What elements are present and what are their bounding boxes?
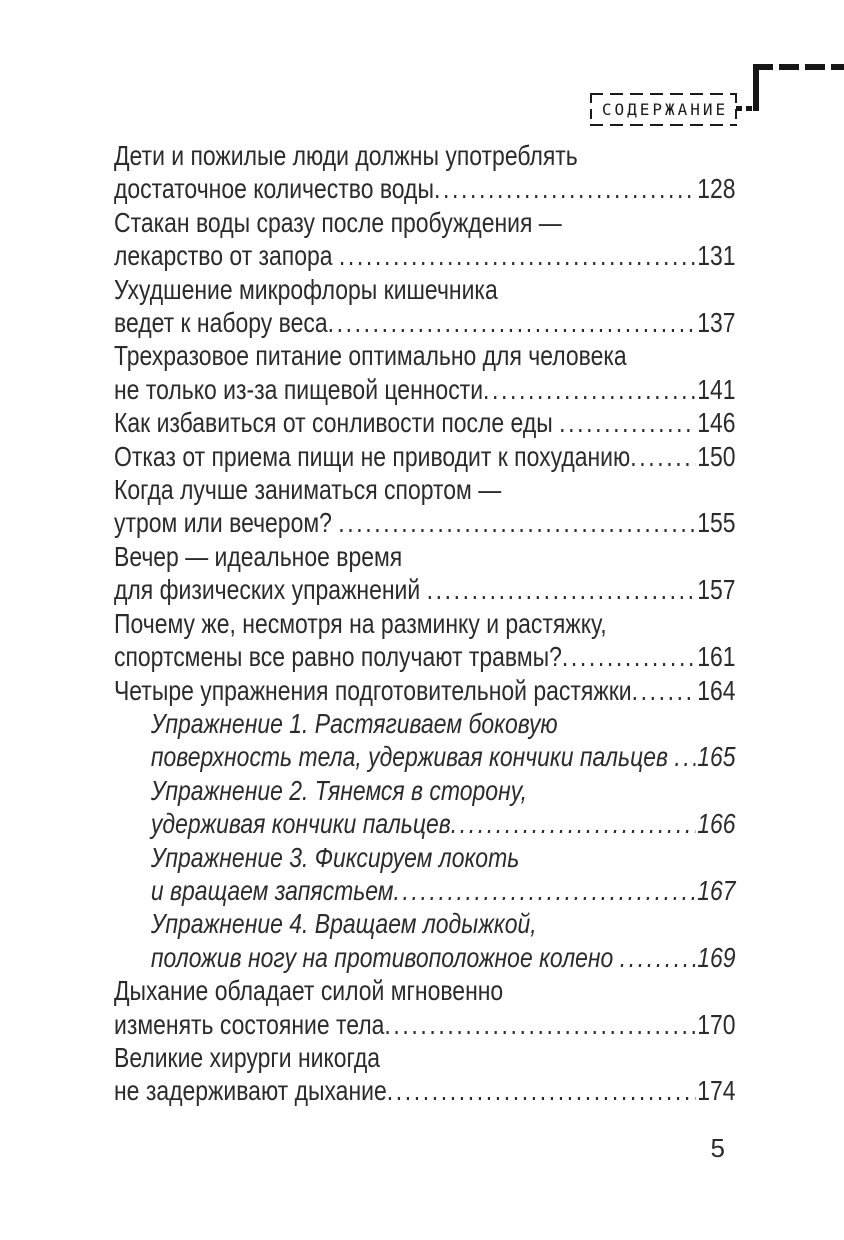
toc-entry-text: спортсмены все равно получают травмы?	[114, 641, 562, 673]
toc-entry	[114, 974, 736, 1041]
toc-entry	[114, 607, 736, 674]
toc-entry-text: Ухудшение микрофлоры кишечника	[114, 273, 498, 305]
toc-line-with-page	[114, 573, 736, 606]
toc-entry-text: Как избавиться от сонливости после еды	[114, 407, 560, 439]
toc-entry-page-number: 167	[697, 874, 736, 906]
toc-entry-page-number: 157	[697, 574, 736, 606]
toc-entry-text: не только из-за пищевой ценности	[114, 373, 484, 405]
toc-line-with-page	[114, 1008, 736, 1041]
toc-entry-text: изменять состояние тела	[114, 1008, 385, 1040]
corner-dashed-line-top	[753, 64, 844, 70]
toc-entry-page-number: 161	[697, 641, 736, 673]
toc-line	[114, 1041, 736, 1074]
leader-dots	[674, 740, 695, 773]
toc-line	[114, 607, 736, 640]
leader-dots	[434, 172, 696, 205]
toc-line	[114, 774, 736, 807]
toc-entry	[114, 841, 736, 908]
toc-entry-text: поверхность тела, удерживая кончики пальцев	[150, 741, 675, 773]
toc-entry	[114, 406, 736, 439]
toc-entry	[114, 774, 736, 841]
toc-entry-page-number: 146	[697, 407, 736, 439]
toc-line-with-page	[114, 740, 736, 773]
toc-entry-text: Отказ от приема пищи не приводит к похуданию	[114, 440, 631, 472]
leader-dots	[427, 573, 696, 606]
leader-dots	[620, 941, 696, 974]
toc-line	[114, 540, 736, 573]
toc-entry-text: положив ногу на противоположное колено	[150, 941, 620, 973]
toc-entry-text: Когда лучше заниматься спортом —	[114, 474, 502, 506]
toc-entry-page-number: 169	[697, 941, 736, 973]
leader-dots	[394, 874, 696, 907]
toc-entry-text: Дыхание обладает силой мгновенно	[114, 975, 504, 1007]
toc-entry-text: Упражнение 1. Растягиваем боковую	[150, 707, 558, 739]
toc-entry	[114, 1041, 736, 1108]
toc-entry-text: не задерживают дыхание	[114, 1075, 387, 1107]
corner-line-vertical	[753, 64, 759, 111]
toc-line-with-page	[114, 506, 736, 539]
toc-entry-text: Дети и пожилые люди должны употреблять	[114, 140, 578, 171]
toc-entry	[114, 907, 736, 974]
toc-line	[114, 707, 736, 740]
toc-line-with-page	[114, 640, 736, 673]
toc-entry-page-number: 131	[697, 240, 736, 272]
toc-entry	[114, 674, 736, 707]
leader-dots	[483, 373, 696, 406]
toc-entry	[114, 440, 736, 473]
toc-entry-text: Вечер — идеальное время	[114, 540, 403, 572]
leader-dots	[384, 1008, 695, 1041]
toc-entry	[114, 707, 736, 774]
toc-line	[114, 339, 736, 372]
toc-line-with-page	[114, 406, 736, 439]
toc-entry-page-number: 174	[697, 1075, 736, 1107]
leader-dots	[559, 406, 696, 439]
toc-line	[114, 907, 736, 940]
leader-dots	[387, 1074, 696, 1107]
page-number: 5	[710, 1133, 725, 1163]
toc-line-with-page	[114, 239, 736, 272]
toc-entry-text: ведет к набору веса	[114, 307, 328, 339]
toc-entry-text: утром или вечером?	[114, 507, 339, 539]
toc-entry-text: Упражнение 2. Тянемся в сторону,	[150, 774, 528, 806]
contents-title-box	[590, 93, 737, 126]
leader-dots	[328, 306, 696, 339]
toc-entry-page-number: 141	[697, 373, 736, 405]
toc-line	[114, 139, 736, 172]
toc-entry-text: для физических упражнений	[114, 574, 427, 606]
toc-line-with-page	[114, 440, 736, 473]
page-title: СОДЕРЖАНИЕ	[601, 100, 729, 119]
toc-entry-text: Стакан воды сразу после пробуждения —	[114, 206, 562, 238]
toc-entry-page-number: 164	[697, 674, 736, 706]
toc-entry	[114, 540, 736, 607]
toc-line	[114, 206, 736, 239]
leader-dots	[632, 674, 696, 707]
toc-line	[114, 473, 736, 506]
leader-dots	[339, 239, 696, 272]
toc-line	[114, 974, 736, 1007]
toc-entry-page-number: 155	[697, 507, 736, 539]
toc-entry-text: Упражнение 4. Вращаем лодыжкой,	[150, 908, 537, 940]
toc-entry-text: Четыре упражнения подготовительной растяжки	[114, 674, 632, 706]
toc-entry	[114, 473, 736, 540]
toc-entry-text: Упражнение 3. Фиксируем локоть	[150, 841, 520, 873]
title-box-connector-dashes	[736, 106, 753, 111]
leader-dots	[451, 807, 696, 840]
toc-line-with-page	[114, 172, 736, 205]
leader-dots	[562, 640, 696, 673]
toc-line-with-page	[114, 1074, 736, 1107]
toc-entry	[114, 139, 736, 206]
toc-line-with-page	[114, 306, 736, 339]
toc-entry	[114, 273, 736, 340]
toc-line-with-page	[114, 674, 736, 707]
toc-line-with-page	[114, 807, 736, 840]
toc-line	[114, 841, 736, 874]
toc-entry-text: Трехразовое питание оптимально для человека	[114, 340, 627, 372]
toc-entry	[114, 206, 736, 273]
toc-entry-text: Почему же, несмотря на разминку и растяжку,	[114, 607, 607, 639]
toc-line	[114, 273, 736, 306]
toc-list	[114, 139, 736, 1108]
toc-line-with-page	[114, 373, 736, 406]
toc-entry-text: удерживая кончики пальцев	[150, 808, 451, 840]
toc-entry-page-number: 170	[697, 1008, 736, 1040]
toc-entry-text: и вращаем запястьем	[150, 874, 394, 906]
toc-entry-page-number: 128	[697, 173, 736, 205]
toc-entry-page-number: 150	[697, 440, 736, 472]
toc-line-with-page	[114, 874, 736, 907]
toc-entry-page-number: 137	[697, 307, 736, 339]
toc-entry-page-number: 166	[697, 808, 736, 840]
toc-entry-text: достаточное количество воды	[114, 173, 434, 205]
toc-entry-text: лекарство от запора	[114, 240, 339, 272]
leader-dots	[338, 506, 695, 539]
toc-line-with-page	[114, 941, 736, 974]
toc-entry-text: Великие хирурги никогда	[114, 1041, 381, 1073]
leader-dots	[630, 440, 695, 473]
toc-entry	[114, 339, 736, 406]
toc-entry-page-number: 165	[697, 741, 736, 773]
